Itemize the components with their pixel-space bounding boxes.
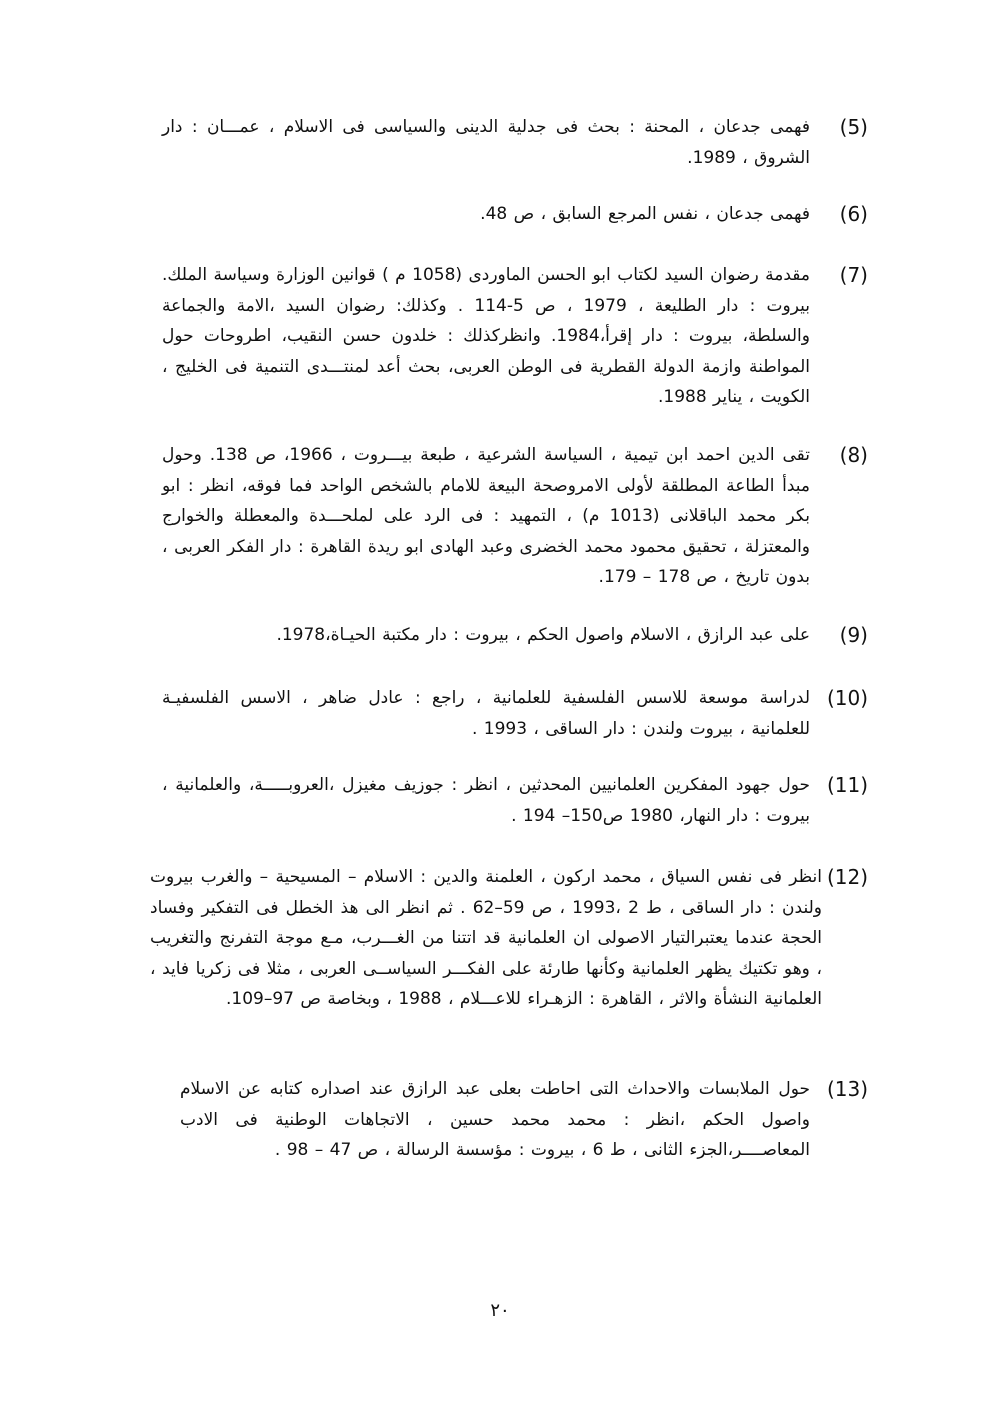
footnote-number: (6) <box>839 202 868 226</box>
footnote-12 <box>150 862 868 1015</box>
footnote-text: تقى الدين احمد ابن تيمية ، السياسة الشرعية ، طبعة بيـــروت ، 1966، ص 138. وحول مبدأ الطاعة المطلقة لأولى الامروصحة البيعة للامام بالشخص الواحد فما فوقه، انظر : ابو بكر محمد الباقلانى (1013 م) ، التمهيد : فى الرد على لملحـــدة والمعطلة والخوارج والمعتزلة ، تحقيق محمود محمد الخضرى وعبد الهادى ابو ريدة القاهرة : دار الفكر العربى ، بدون تاريخ ، ص 178 – 179. <box>162 445 811 587</box>
footnote-number: (11) <box>826 773 868 797</box>
footnote-8 <box>162 440 868 593</box>
footnote-number: (7) <box>839 263 868 287</box>
footnote-6 <box>162 199 868 230</box>
footnote-number: (9) <box>839 623 868 647</box>
footnote-text: فهمى جدعان ، نفس المرجع السابق ، ص 48. <box>480 204 810 224</box>
footnote-10 <box>162 683 868 744</box>
footnote-number: (12) <box>826 865 868 889</box>
footnote-text: حول جهود المفكرين العلمانيين المحدثين ، انظر : جوزيف مغيزل ،العروبـــــة، والعلمانية ، بيروت : دار النهار، 1980 ص150– 194 . <box>162 775 810 826</box>
footnote-5 <box>162 112 868 173</box>
footnote-11 <box>162 770 868 831</box>
footnote-text: فهمى جدعان ، المحنة : بحث فى جدلية الدينى والسياسى فى الاسلام ، عمـــان : دار الشروق ، 1989. <box>162 117 810 168</box>
footnote-13 <box>180 1074 868 1166</box>
footnote-9 <box>162 620 868 651</box>
page-number: ٢٠ <box>490 1300 510 1321</box>
footnote-number: (8) <box>839 443 868 467</box>
footnote-number: (10) <box>826 686 868 710</box>
footnote-7 <box>162 260 868 413</box>
footnote-number: (13) <box>826 1077 868 1101</box>
footnote-text: انظر فى نفس السياق ، محمد اركون ، العلمنة والدين : الاسلام – المسيحية – والغرب بيروت ولندن : دار الساقى ، ط 2 ،1993 ، ص 59–62 . ثم انظر الى هذ الخطل فى التفكير وفساد الحجة عندما يعتبرالتيار الاصولى ان العلمانية قد اتتنا من الغـــرب، مـع موجة التفرنج والتغريب ، وهو تكتيك يظهر العلمانية وكأنها طارئة على الفكـــر السياســى العربى ، مثلا فى زكريا فايد ، العلمانية النشأة والاثر ، القاهرة : الزهـراء للاعـــلام ، 1988 ، وبخاصة ص 97–109. <box>150 867 822 1009</box>
footnote-text: على عبد الرازق ، الاسلام واصول الحكم ، بيروت : دار مكتبة الحيـاة،1978. <box>276 625 810 645</box>
footnote-text: حول الملابسات والاحداث التى احاطت بعلى عبد الرازق عند اصداره كتابه عن الاسلام واصول الحكم ،انظر : محمد محمد حسين ، الاتجاهات الوطنية فى الادب المعاصــــر،الجزء الثانى ، ط 6 ، بيروت : مؤسسة الرسالة ، ص 47 – 98 . <box>180 1079 810 1160</box>
footnote-text: لدراسة موسعة للاسس الفلسفية للعلمانية ، راجع : عادل ضاهر ، الاسس الفلسفيـة للعلمانية ، بيروت ولندن : دار الساقى ، 1993 . <box>162 688 810 739</box>
footnote-number: (5) <box>839 115 868 139</box>
footnote-text: مقدمة رضوان السيد لكتاب ابو الحسن الماوردى (1058 م ) قوانين الوزارة وسياسة الملك. بيروت : دار الطليعة ، 1979 ، ص 5-114 . وكذلك: رضوان السيد ،الامة والجماعة والسلطة، بيروت : دار إقرأ،1984. وانظركذلك : خلدون حسن النقيب، اطروحات حول المواطنة وازمة الدولة القطرية فى الوطن العربى، بحث أعد لمنتـــدى التنمية فى الخليج ، الكويت ، يناير 1988. <box>162 265 810 407</box>
